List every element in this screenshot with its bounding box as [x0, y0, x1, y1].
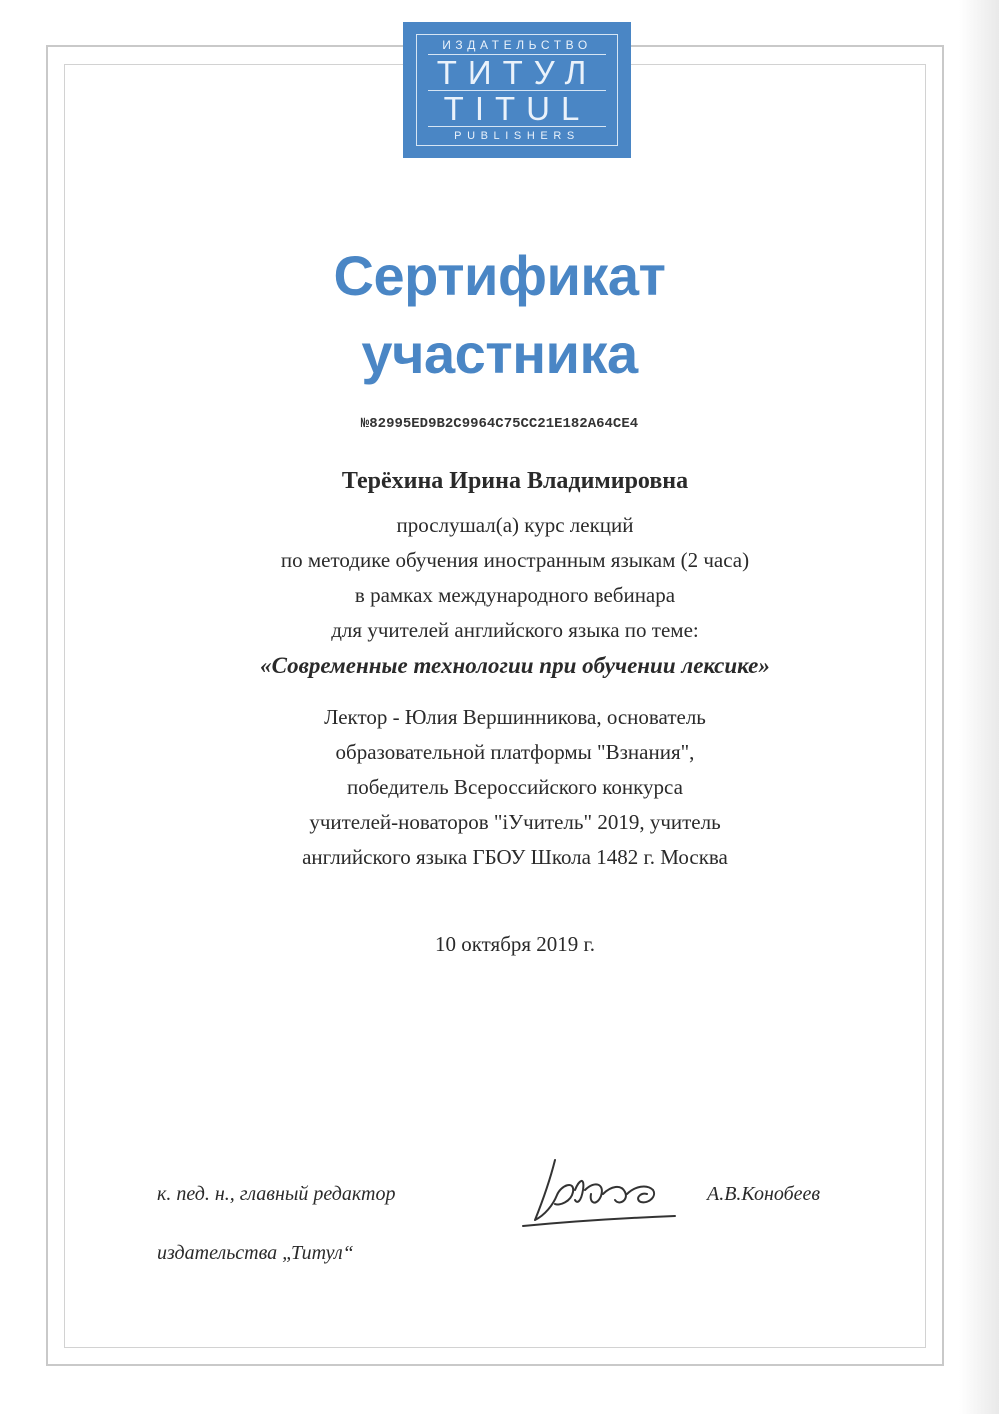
logo-publishers-word: PUBLISHERS	[454, 129, 580, 142]
lecturer-line-2: образовательной платформы "Взнания",	[335, 740, 695, 764]
course-description	[0, 508, 999, 683]
logo-name-latin: TITUL	[428, 91, 606, 127]
logo-publisher-word: ИЗДАТЕЛЬСТВО	[428, 38, 606, 55]
lecturer-info	[0, 700, 999, 875]
logo-frame	[416, 34, 618, 146]
certificate-number: №82995ED9B2C9964C75CC21E182A64CE4	[360, 416, 639, 432]
lecturer-line-5: английского языка ГБОУ Школа 1482 г. Москва	[302, 845, 728, 869]
body-line-3: в рамках международного вебинара	[354, 583, 676, 607]
certificate-date: 10 октября 2019 г.	[434, 932, 596, 956]
recipient-name: Терёхина Ирина Владимировна	[341, 468, 689, 494]
publisher-logo	[403, 22, 631, 158]
certificate-title-line1: Сертификат	[333, 244, 666, 307]
signatory-role-line1: к. пед. н., главный редактор	[157, 1183, 396, 1205]
course-topic: «Современные технологии при обучении лексике»	[260, 653, 770, 678]
handwritten-signature	[515, 1150, 680, 1235]
lecturer-line-3: победитель Всероссийского конкурса	[347, 775, 683, 799]
lecturer-line-4: учителей-новаторов "iУчитель" 2019, учитель	[309, 810, 721, 834]
logo-name-cyrillic: ТИТУЛ	[428, 55, 606, 91]
body-line-1: прослушал(а) курс лекций	[396, 513, 634, 537]
body-line-4: для учителей английского языка по теме:	[331, 618, 699, 642]
signatory-name: А.В.Конобеев	[707, 1183, 821, 1205]
body-line-2: по методике обучения иностранным языкам (2 часа)	[280, 548, 750, 572]
signatory-role-line2: издательства „Титул“	[157, 1242, 354, 1264]
certificate-title-line2: участника	[361, 322, 638, 385]
lecturer-line-1: Лектор - Юлия Вершинникова, основатель	[324, 705, 706, 729]
